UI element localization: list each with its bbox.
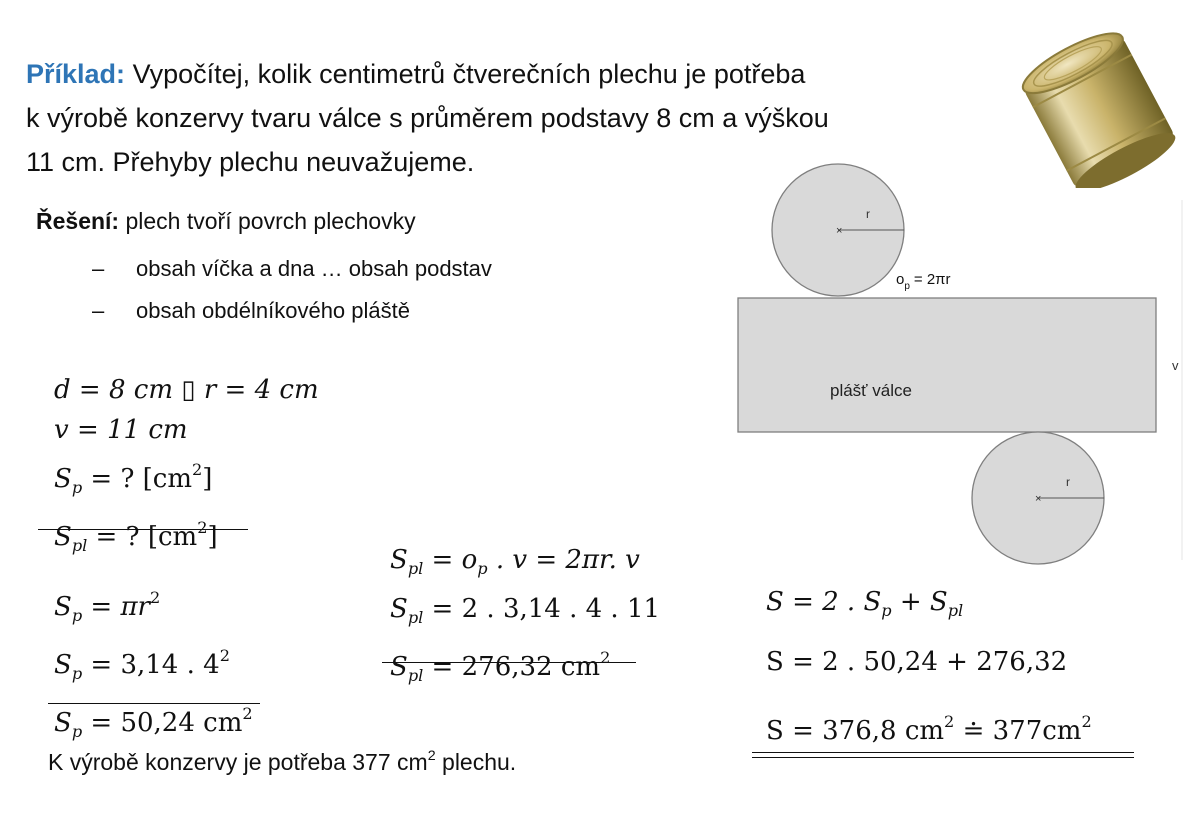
cylinder-net-diagram	[730, 160, 1200, 580]
bottom-center-mark: ×	[1035, 493, 1042, 505]
solution-intro: plech tvoří povrch plechovky	[125, 208, 416, 234]
total-formula: S = 2 . $S_p + S_{pl}$	[766, 587, 964, 620]
total-result: S = 376,8 $cm^2$ ≐ $377cm^2$	[766, 712, 1092, 746]
mantle-result: $S_{pl} = 276,32$ $cm^2$	[390, 648, 611, 685]
problem-text-1: Vypočítej, kolik centimetrů čtverečních plechu je potřeba	[132, 59, 806, 89]
unknown-spl: ? [cm	[125, 522, 198, 552]
base-area-block	[54, 578, 253, 752]
bullet-text-1: obsah víčka a dna … obsah podstav	[136, 256, 492, 281]
problem-line-1	[26, 52, 829, 96]
bullet-dash: –	[92, 298, 105, 323]
conclusion-sentence	[48, 748, 516, 776]
mantle-formula-rest: . v = 2πr. v	[495, 545, 640, 575]
bullet-text-2: obsah obdélníkového pláště	[136, 298, 410, 323]
unknown-symbol: ▯	[181, 375, 196, 405]
mantle-substitution: $S_{pl} = 2$ . 3,14 . 4 . 11	[390, 594, 661, 627]
top-center-mark: ×	[836, 225, 843, 237]
total-result-b: ≐ 377cm	[962, 716, 1082, 746]
givens-block	[54, 370, 319, 566]
unknown-mantle-area: $S_{pl}$ = ? $[cm^2]$	[54, 518, 218, 555]
total-formula-b: + S	[891, 587, 948, 617]
perimeter-label: $o_p = 2\pi r$	[896, 271, 951, 292]
conclusion-post: plechu.	[435, 749, 517, 775]
given-diameter-line	[54, 370, 319, 410]
mantle-result-value: 276,32 cm	[461, 652, 601, 682]
mantle-underline	[382, 662, 636, 663]
unknown-sp: ? [cm	[120, 464, 193, 494]
given-v: v = 11 cm	[54, 415, 188, 445]
problem-line-3: 11 cm. Přehyby plechu neuvažujeme.	[26, 147, 475, 177]
base-substitution: $S_p = 3,14$ . $4^2$	[54, 646, 230, 683]
base-formula: $S_p = \pi r^2$	[54, 588, 161, 625]
bullet-item-2	[92, 298, 410, 324]
problem-line-2: k výrobě konzervy tvaru válce s průměrem podstavy 8 cm a výškou	[26, 103, 829, 133]
given-height-line	[54, 410, 319, 450]
given-r: r = 4 cm	[203, 375, 319, 405]
top-radius-label: r	[866, 207, 870, 221]
total-substitution: S = 2 . 50,24 + 276,32	[766, 647, 1068, 677]
base-result: $S_p = 50,24$ $cm^2$	[54, 704, 253, 741]
mantle-formula: $S_{pl} = o_p$ . v = 2πr. v	[390, 545, 640, 578]
unknown-base-area: $S_p$ = ? $[cm^2]$	[54, 460, 213, 497]
given-d: d = 8 cm	[54, 375, 173, 405]
base-underline	[48, 703, 260, 704]
bottom-radius-label: r	[1066, 475, 1070, 489]
mantle-substitution-value: 2 . 3,14 . 4 . 11	[461, 594, 661, 624]
bullet-dash: –	[92, 256, 105, 281]
height-label: v	[1172, 358, 1179, 373]
total-double-underline	[752, 752, 1134, 758]
total-formula-a: S = 2 . S	[766, 587, 882, 617]
solution-label: Řešení:	[36, 208, 120, 234]
base-formula-value: πr	[120, 592, 150, 622]
mantle-label: plášť válce	[830, 381, 912, 400]
base-result-value: 50,24 cm	[120, 708, 243, 738]
conclusion-pre: K výrobě konzervy je potřeba 377 cm	[48, 749, 428, 775]
mantle-area-block	[390, 540, 660, 696]
conclusion-sup: 2	[427, 748, 436, 764]
solution-heading	[36, 208, 416, 235]
givens-underline	[38, 529, 248, 530]
problem-lead: Příklad:	[26, 59, 126, 89]
base-substitution-value: 3,14 . 4	[120, 650, 220, 680]
mantle-rectangle	[738, 298, 1156, 432]
bullet-item-1	[92, 256, 492, 282]
total-result-a: S = 376,8 cm	[766, 716, 945, 746]
problem-statement	[26, 52, 829, 184]
